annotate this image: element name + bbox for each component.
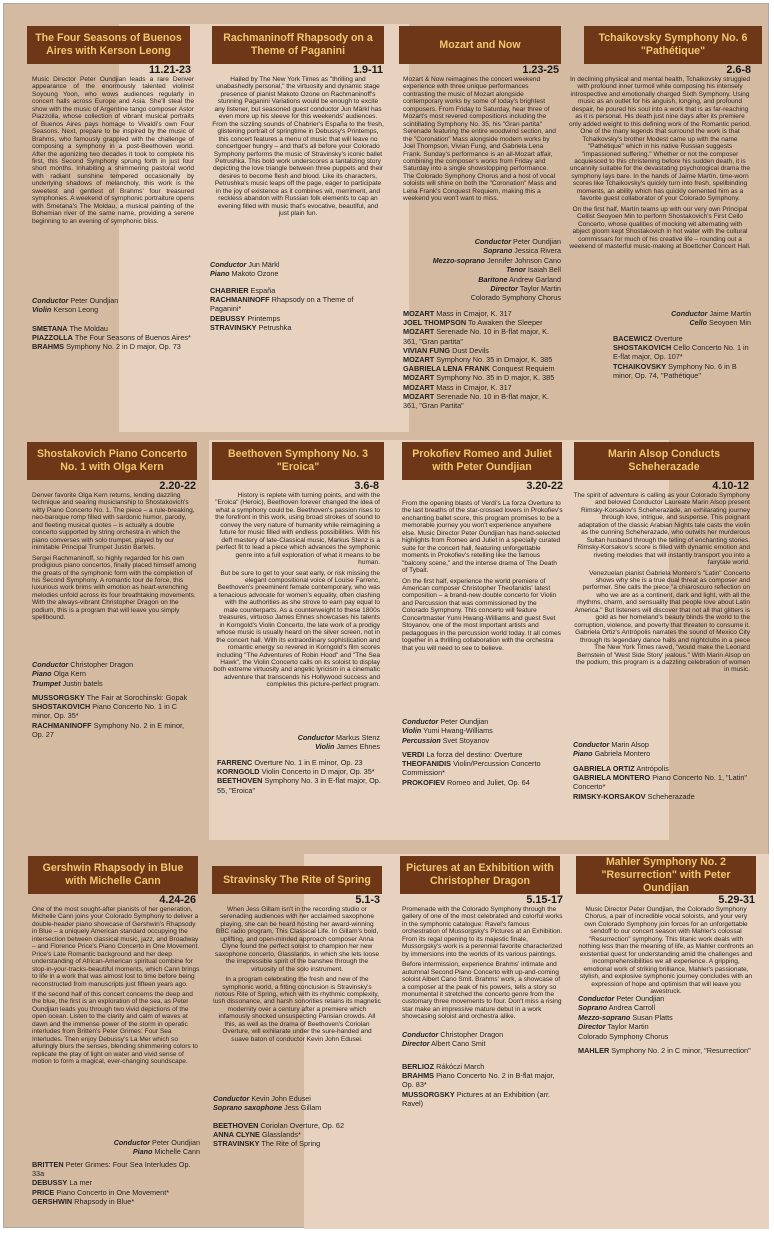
program-item: PROKOFIEV Romeo and Juliet, Op. 64 xyxy=(402,777,530,787)
performer-credits xyxy=(213,1094,383,1113)
concert-title: Stravinsky The Rite of Spring xyxy=(212,866,382,894)
program-item: MAHLER Symphony No. 2 in C minor, "Resurrection" xyxy=(578,1046,751,1055)
performer-credits xyxy=(32,660,197,688)
concert-description xyxy=(32,76,194,228)
program-item: BEETHOVEN Symphony No. 3 in E-flat major, Op. 55, "Eroica" xyxy=(217,776,381,795)
concert-date: 3.20-22 xyxy=(526,480,563,492)
concert-date: 4.24-26 xyxy=(159,894,196,906)
concert-date: 11.21-23 xyxy=(148,64,191,76)
credit-line: Mezzo-soprano Susan Platts xyxy=(578,1012,673,1022)
credit-line: Soprano Jessica Rivera xyxy=(483,246,561,256)
credit-line: Conductor Peter Oundjian xyxy=(113,1138,200,1147)
concert-description xyxy=(402,906,564,1024)
program-item: BACEWICZ Overture xyxy=(613,334,683,343)
credit-line: Piano Makoto Ozone xyxy=(210,269,279,279)
concert-date: 1.23-25 xyxy=(522,64,559,76)
concert-title: Mozart and Now xyxy=(399,26,561,64)
description-paragraph: One of the most sought-after pianists of her generation, Michelle Cann joins your Colorado Symphony to deliver a double-header piano showcase of Gershwin's Rhapsody in Blue – a uniquely American standard occupying the intersection between classical music, jazz, and Broadway – and Florence Price's Piano Concerto in One Movement. Price's Late Romantic background and her deep understanding of African-American spiritual combine for stop-in-your-tracks-beautiful moments, which Cann brings to life in a work that was almost lost to time before being reconstructed from manuscripts just fifteen years ago. xyxy=(32,906,200,988)
performer-credits xyxy=(573,740,750,759)
concert-date: 4.10-12 xyxy=(712,480,749,492)
program-item: SMETANA The Moldau xyxy=(32,324,108,333)
program-item: RACHMANINOFF Symphony No. 2 in E minor, Op. 27 xyxy=(32,720,185,739)
program-item: TCHAIKOVSKY Symphony No. 6 in B minor, Op. 74, "Pathétique" xyxy=(613,361,737,380)
performer-credits xyxy=(213,733,380,752)
credit-line: Conductor Peter Oundjian xyxy=(474,237,561,246)
description-paragraph: If the second half of this concert concerns the deep and the blue, the first is an exploration of the sea, as Peter Oundjian leads you through two vivid depictions of the open ocean. Listen to the clarity and calm of waves at dawn and the immense power of the storm in operatic interludes from Britten's Peter Grimes: Four Sea Interludes. Then enjoy Debussy's La Mer which so alluringly blurs the senses, blending shimmering colors to replicate the play of light on water and vivid sense of motion to form a magical, ever-changing soundscape. xyxy=(32,990,198,1066)
program-item: GABRIELA ORTIZ Antrópolis xyxy=(573,764,669,773)
program-item: RIMSKY-KORSAKOV Scheherazade xyxy=(573,791,695,801)
description-paragraph: On the first half, Martín teams up with our very own Principal Cellist Seoyoen Min to perform Shostakovich's First Cello Concerto, whose qualities of mocking wit alternating with abject gloom kept Shostakovich in hot water with the cultural commissars for much of his creative life – rounding out a weekend of masterful music-making at Boettcher Concert Hall. xyxy=(569,205,751,250)
season-brochure-page xyxy=(3,3,769,1228)
credit-line: Percussion Svet Stoyanov xyxy=(402,735,490,745)
credit-line: Trumpet Justin batels xyxy=(32,678,103,688)
program-list xyxy=(402,750,564,787)
credit-line: Conductor Kevin John Edusei xyxy=(213,1094,311,1103)
credit-line: Piano Michelle Cann xyxy=(132,1147,200,1157)
description-paragraph: Before intermission, experience Brahms' intimate and autumnal Second Piano Concerto with up-and-coming soloist Albert Cano Smit. Brahms' work, a showcase of a composer at the peak of his powers, tells a story so monumental it stretched the concerto genre from the customary three movements to four. Don't miss a rising star make an impressive mature debut in a work showcasing soloist and orchestra alike. xyxy=(402,961,562,1021)
program-item: MOZART Mass in Cmajor, K. 317 xyxy=(403,382,512,392)
credit-line: Conductor Jaime Martín xyxy=(671,309,751,318)
description-paragraph: Mozart & Now reimagines the concert weekend experience with three unique performances contrasting the music of Mozart alongside contemporary works by some of today's brightest composers. From Friday to Saturday, hear three of Mozart's most revered compositions including the scintillating Symphony No. 35, his "Gran partita" Serenade featuring the entire woodwind section, and the "Coronation" Mass alongside modern works by Joel Thompson, Vivian Fung, and Gabriela Lena Frank. Sunday's performance is an all-Mozart affair, combining the composer's works from Friday and Saturday into a single showstopping performance. The Colorado Symphony Chorus and a host of vocal soloists will shine on both the "Coronation" Mass and Lena Frank's Conquest Requiem, making this a weekend you won't want to miss. xyxy=(403,76,557,203)
program-list xyxy=(578,1046,754,1055)
program-item: CHABRIER España xyxy=(210,286,276,295)
concert-title: Rachmaninoff Rhapsody on a Theme of Paganini xyxy=(212,26,384,64)
description-paragraph: Music Director Peter Oundjian leads a rare Denver appearance of the enormously talented violinist Soyoung Yoon, who wows audiences regularly in concert halls across Europe and Asia. She'll steal the show with the music of Argentine tango composer Astor Piazzolla, whose collection of vibrant musical portraits of Buenos Aires pays homage to Vivaldi's own Four Seasons. Next, prepare to be inspired by the music of Brahms, who famously grappled with the challenge of composing a symphony in a post-Beethoven world. After the agonizing two decades it took to complete his first, this Second Symphony sprung forth in just four short months. Inhabiting a shimmering pastoral world with radiant sunshine tempered occasionally by underlying shadows of melancholy, this work is the sweetest and gentlest of Brahms' four treasured symphonies. A weekend of symphonic portraiture opens with Smetana's The Moldau, a musical painting of the Bohemian river of the same name, providing a serene beginning to an evening of symphonic bliss. xyxy=(32,76,194,225)
description-paragraph: When Jess Gillam isn't in the recording studio or serenading audiences with her acclaimed saxophone playing, she can be heard hosting her award-winning BBC radio program, This Classical Life. In Gillam's bold, uplifting, and open-minded approach composer Anna Clyne found the perfect soloist to champion her new saxophone concerto, Glasslands, in which she lets loose the irrepressible spirit of the banshee through the virtuosity of the solo instrument. xyxy=(214,906,380,973)
concert-description xyxy=(212,76,384,221)
credit-line: Director Taylor Martin xyxy=(578,1022,649,1032)
program-item: DEBUSSY Printemps xyxy=(210,313,281,323)
concert-panel xyxy=(397,854,569,1229)
program-item: JOEL THOMPSON To Awaken the Sleeper xyxy=(403,318,543,328)
concert-description xyxy=(32,492,197,625)
concert-date: 5.1-3 xyxy=(355,894,380,906)
credit-line: Colorado Symphony Chorus xyxy=(470,293,561,303)
concert-title: Mahler Symphony No. 2 "Resurrection" with Peter Oundjian xyxy=(576,856,756,894)
performer-credits xyxy=(32,296,194,315)
concert-title: Marin Alsop Conducts Scheherazade xyxy=(574,442,754,480)
credit-line: Violin Kerson Leong xyxy=(32,305,99,315)
concert-date: 1.9-11 xyxy=(352,64,383,76)
credit-line: Soprano Andrea Carroll xyxy=(578,1003,656,1013)
program-item: SHOSTAKOVICH Piano Concerto No. 1 in C minor, Op. 35* xyxy=(32,702,178,721)
concert-panel xyxy=(397,24,565,432)
description-paragraph: Sergei Rachmaninoff, so highly regarded for his own prodigious piano concertos, finally placed himself among the greats of the symphonic form with the completion of his Second Symphony. A romantic tour de force, this luxurious work brims with emotion as heart-wrenching melodies unfold across its four breathtaking movements. With the always-vibrant Christopher Dragon on the podium, this is a program that will leave you simply spellbound. xyxy=(32,554,197,622)
concert-description xyxy=(402,500,564,655)
description-paragraph: The spirit of adventure is calling as your Colorado Symphony and beloved Conductor Laureate Marin Alsop present Rimsky-Korsakov's Scheherazade, an exhilarating journey through love, intrigue, and suspense. This poignant adaptation of the classic Arabian Nights tale casts the violin as the cunning Scheherazade, who outwits her murderous Sultan husband through the telling of enchanting stories. Rimsky-Korsakov's score is filled with dynamic emotion and riveting melodies that will instantly transport you into a fairytale world. xyxy=(573,492,750,567)
program-item: BRAHMS Symphony No. 2 in D major, Op. 73 xyxy=(32,342,181,352)
performer-credits xyxy=(578,994,754,1041)
program-list xyxy=(573,764,750,801)
credit-line: Conductor Christopher Dragon xyxy=(402,1030,504,1039)
description-paragraph: But be sure to get to your seat early, or risk missing the elegant compositional voice of Louise Farrenc, Beethoven's preeminent female contemporary, who was a tenacious advocate for women's equality, often clashing with the authorities as she strove to earn pay equal to male counterparts. As a counterweight to these 1800s treasures, virtuoso James Ehnes showcases his talents in Korngold's Violin Concerto, the late work of a prodigy whose music is usually heard on the silver screen, not in the concert hall. With its extraordinary sophistication and romantic energy so revered in Korngold's film scores including "The Adventures of Robin Hood" and "The Sea Hawk", the Violin Concerto calls on its soloist to display both extreme virtuosity and angelic lyricism in a cinematic adventure that transcends his Hollywood success and completes this picture-perfect program. xyxy=(213,569,380,689)
concert-panel xyxy=(569,24,765,432)
concert-description xyxy=(213,492,380,692)
description-paragraph: Hailed by The New York Times as "thrilling and unabashedly personal," the virtuosity and dynamic stage presence of pianist Makoto Ozone on Rachmaninoff's stunning Paganini Variations would be enough to excite any listener, but seasoned guest conductor Jun Märkl has even more up his sleeve for this weekends' audiences. From the sizzling sounds of Chabrier's España to the fresh, glistening portrait of springtime in Debussy's Printemps, this concert features a menu of music that will leave no concertgoer hungry – and that's all before your Colorado Symphony performs the music of Stravinsky's iconic ballet Petrushka. This bold work underscores a tantalizing story depicting the love triangle between three puppets and their desires to become flesh and blood. Like its characters, Petrushka's music leaps off the page, eager to participate in the joy of existence as it combines wit, merriment, and reckless abandon with Russian folk elements to cap an evening filled with music that's evocative, beautiful, and just plain fun. xyxy=(212,76,384,218)
program-item: MOZART Mass in Cmajor, K. 317 xyxy=(403,309,512,318)
credit-line: Soprano saxophone Jess Gillam xyxy=(213,1103,322,1113)
program-item: RACHMANINOFF Rhapsody on a Theme of Paganini* xyxy=(210,295,354,314)
concert-panel xyxy=(22,440,202,840)
credit-line: Baritone Andrew Garland xyxy=(478,274,561,284)
concert-panel xyxy=(22,854,204,1229)
description-paragraph: Promenade with the Colorado Symphony through the gallery of one of the most celebrated and colorful works in the symphonic catalogue: Ravel's famous orchestration of Mussorgsky's Pictures at an Exhibition. From its regal opening to its majestic finale, Mussorgsky's work is a perennial favorite characterized by immersions into the worlds of its various paintings. xyxy=(402,906,563,958)
concert-panel xyxy=(204,24,394,432)
program-list xyxy=(32,693,197,739)
program-item: STRAVINSKY Petrushka xyxy=(210,322,292,332)
credit-line: Violin James Ehnes xyxy=(315,742,380,752)
program-item: GABRIELA MONTERO Piano Concerto No. 1, "Latin" Concerto* xyxy=(573,773,748,792)
program-list xyxy=(217,758,382,795)
credit-line: Director Albert Cano Smit xyxy=(402,1039,486,1049)
program-list xyxy=(210,286,386,332)
credit-line: Conductor Jun Märkl xyxy=(210,260,280,269)
program-list xyxy=(213,1121,383,1149)
program-item: THEOFANIDIS Violin/Percussion Concerto Commission* xyxy=(402,759,541,778)
concert-panel xyxy=(22,24,197,432)
program-item: FARRENC Overture No. 1 in E minor, Op. 23 xyxy=(217,758,363,767)
program-item: BERLIOZ Rákóczi March xyxy=(402,1062,485,1071)
credit-line: Violin Yumi Hwang-Williams xyxy=(402,726,493,736)
credit-line: Piano Olga Kern xyxy=(32,669,86,679)
program-item: MOZART Serenade No. 10 in B-flat major, K. 361, "Gran partita" xyxy=(403,327,550,346)
program-item: MUSSORGSKY The Fair at Sorochinski: Gopak xyxy=(32,693,188,702)
concert-description xyxy=(573,492,750,677)
credit-line: Mezzo-soprano Jennifer Johnson Cano xyxy=(432,255,561,265)
program-list xyxy=(32,1160,200,1206)
credit-line: Conductor Markus Stenz xyxy=(297,733,380,742)
description-paragraph: History is replete with turning points, and with the "Eroica" (Heroic), Beethoven forever changed the idea of what a symphony could be. Beethoven's passion rises to the forefront in this work, using broad strokes of sound to convey the very nature of humanity while reimagining a future for music filled with endless possibilities. With his deft mastery of late-Classical music, Markus Stenz is a perfect fit to lead a piece which advances the symphonic genre into a full exploration of what it means to be human. xyxy=(215,492,380,567)
performer-credits xyxy=(403,237,561,303)
description-paragraph: In declining physical and mental health, Tchaikovsky struggled with profound inner turmoil while composing his intensely introspective and emotionally charged Sixth Symphony. Using music as an outlet for his anguish, longing, and profound despair, he poured his soul into a work that is as far-reaching as it is personal. His death just nine days after its premiere only added weight to this defining work of the Romantic period. One of the many legends that surround the work is that Tchaikovsky's brother Modest came up with the name "Pathétique" which in his native Russian suggests "impassioned suffering." Whether or not the composer acquiesced to this christening before his sudden death, it is uncannily suitable for the devastating psychological drama the symphony lays bare. In the hands of Jaime Martín, time-worn scores like Tchaikovsky's quickly turn into fresh, spellbinding moments, an ability which has quickly cemented him as a favorite guest collaborator of your Colorado Symphony. xyxy=(569,76,751,203)
program-list xyxy=(402,1062,564,1108)
credit-line: Conductor Peter Oundjian xyxy=(578,994,665,1003)
program-item: MOZART Symphony No. 35 in D major, K. 385 xyxy=(403,373,555,383)
credit-line: Conductor Christopher Dragon xyxy=(32,660,134,669)
performer-credits xyxy=(402,717,564,745)
description-paragraph: From the opening blasts of Verdi's La forza Overture to the last breaths of the star-crossed lovers in Prokofiev's enchanting ballet score, this program promises to be a memorable journey you won't experience anywhere else. Music Director Peter Oundjian has hand-selected highlights from Romeo and Juliet in a specially curated suite for the concert hall, featuring unforgettable moments in Prokofiev's retelling like the famous "balcony scene," and the intense drama of The Death of Tybalt. xyxy=(402,500,563,575)
concert-date: 5.15-17 xyxy=(526,894,563,906)
concert-date: 3.6-8 xyxy=(354,480,379,492)
concert-description xyxy=(213,906,381,1046)
description-paragraph: On the first half, experience the world premiere of American composer Christopher Theofanidis' latest composition – a brand-new double concerto for Violin and Percussion that was commissioned by the Colorado Symphony. This concerto will feature Concertmaster Yumi Hwang-Williams and guest Svet Stoyanov, one of the most important artists and pedagogues in the percussion world today. It all comes together in a thrilling collaboration with the orchestra that you will need to see to believe. xyxy=(402,577,561,652)
program-item: PRICE Piano Concerto in One Movement* xyxy=(32,1187,170,1197)
program-item: VIVIAN FUNG Dust Devils xyxy=(403,345,489,355)
credit-line: Conductor Marin Alsop xyxy=(573,740,649,749)
performer-credits xyxy=(402,1030,564,1049)
performer-credits xyxy=(210,260,386,279)
program-item: GABRIELA LENA FRANK Conquest Requiem xyxy=(403,364,555,374)
concert-title: Shostakovich Piano Concerto No. 1 with Olga Kern xyxy=(27,442,197,480)
concert-title: Beethoven Symphony No. 3 "Eroica" xyxy=(212,442,384,480)
concert-description xyxy=(569,76,751,253)
program-item: MOZART Symphony No. 35 in Dmajor, K. 385 xyxy=(403,355,553,365)
concert-description xyxy=(578,906,754,998)
credit-line: Conductor Peter Oundjian xyxy=(32,296,119,305)
program-item: MUSSORGSKY Pictures at an Exhibition (arr. Ravel) xyxy=(402,1089,551,1108)
performer-credits xyxy=(569,309,751,328)
concert-title: The Four Seasons of Buenos Aires with Kerson Leong xyxy=(27,26,190,64)
description-paragraph: In a program celebrating the fresh and new of the symphonic world, a fitting conclusion is Stravinsky's riotous Rite of Spring, which with its rhythmic complexity, lush dissonance, and harsh sonorities retains its magnetic modernity over a century after a premiere which infamously shocked unsuspecting Parisian crowds. All this, as well as the drama of Beethoven's Coriolan Overture, will exhilarate under the sure-handed and suave baton of conductor Kevin John Edusei. xyxy=(213,976,381,1043)
concert-panel xyxy=(574,854,767,1229)
concert-date: 5.29-31 xyxy=(718,894,755,906)
credit-line: Piano Gabriela Montero xyxy=(573,749,651,759)
concert-title: Tchaikovsky Symphony No. 6 "Pathétique" xyxy=(584,26,762,64)
credit-line: Director Taylor Martin xyxy=(490,284,561,294)
program-item: STRAVINSKY The Rite of Spring xyxy=(213,1139,321,1149)
program-item: SHOSTAKOVICH Cello Concerto No. 1 in E-flat major, Op. 107* xyxy=(613,343,749,362)
concert-date: 2.20-22 xyxy=(159,480,196,492)
concert-title: Gershwin Rhapsody in Blue with Michelle Cann xyxy=(28,856,198,894)
concert-panel xyxy=(209,854,394,1229)
credit-line: Tenor Isaiah Bell xyxy=(506,265,561,275)
program-item: GERSHWIN Rhapsody in Blue* xyxy=(32,1196,135,1206)
performer-credits xyxy=(32,1138,200,1157)
program-item: BRAHMS Piano Concerto No. 2 in B-flat major, Op. 83* xyxy=(402,1071,555,1090)
program-item: KORNGOLD Violin Concerto in D major, Op. 35* xyxy=(217,767,375,777)
credit-line: Cello Seoyoen Min xyxy=(689,318,751,328)
description-paragraph: Music Director Peter Oundjian, the Colorado Symphony Chorus, a pair of incredible vocal soloists, and your very own Colorado Symphony join forces for an unforgettable sendoff to our concert season with Mahler's colossal "Resurrection" symphony. This titanic work deals with nothing less than the meaning of life, as Mahler confronts an existential quest for understanding amid the challenges and incomprehensibilities we all experience. A gripping, emotional work of striking brilliance, Mahler's passionate, stylish, and explosive symphonic journey concludes with an expression of hope and optimism that will leave you awestruck. xyxy=(578,906,754,995)
concert-description xyxy=(403,76,561,206)
program-item: ANNA CLYNE Glasslands* xyxy=(213,1130,301,1140)
credit-line: Colorado Symphony Chorus xyxy=(578,1031,669,1041)
program-item: BEETHOVEN Coriolan Overture, Op. 62 xyxy=(213,1121,345,1130)
concert-panel xyxy=(572,440,767,840)
concert-date: 2.6-8 xyxy=(726,64,751,76)
concert-title: Prokofiev Romeo and Juliet with Peter Oundjian xyxy=(402,442,562,480)
credit-line: Conductor Peter Oundjian xyxy=(402,717,489,726)
program-item: VERDI La forza del destino: Overture xyxy=(402,750,523,759)
program-item: BRITTEN Peter Grimes: Four Sea Interludes Op. 33a xyxy=(32,1160,191,1179)
program-item: MOZART Serenade No. 10 in B-flat major, K. 361, "Gran Partita" xyxy=(403,391,550,411)
program-item: DEBUSSY La mer xyxy=(32,1178,93,1188)
program-list xyxy=(32,324,194,352)
concert-panel xyxy=(397,440,569,840)
concert-title: Pictures at an Exhibition with Christopher Dragon xyxy=(400,856,560,894)
concert-panel xyxy=(209,440,394,840)
program-list xyxy=(613,334,753,380)
program-item: PIAZZOLLA The Four Seasons of Buenos Aires* xyxy=(32,333,191,343)
description-paragraph: Venezuelan pianist Gabriela Montero's "Latin" Concerto shows why she is a true dual threat as composer and performer. She calls the piece "a chiaroscuro reflection on who we are as a continent, dark and light, with all the rhythms, charm, and sensuality that people love about Latin America." But listeners will discover that not all that glitters is gold as her homeland's beauty blinds the world to the corruption, violence, and poverty that threaten to consume it. Gabriela Ortiz's Antrópolis narrates the sound of Mexico City through its legendary dance halls and nightclubs in a piece The New York Times raved, "would make the Leonard Bernstein of 'West Side Story' jealous." With Marin Alsop on the podium, this program is a dazzling celebration of women in music. xyxy=(574,569,750,674)
program-list xyxy=(403,309,563,410)
description-paragraph: Denver favorite Olga Kern returns, lending dazzling technique and searing musicianship to Shostakovich's witty Piano Concerto No. 1. The piece – a rule-breaking, neo-baroque romp filled with sardonic humor, parody, and fleeting musical quotes – is actually a double concerto supported by string orchestra in which the piano converses with solo trumpet, played by our inimitable Principal Trumpet Justin Bartels. xyxy=(32,492,195,552)
concert-description xyxy=(32,906,200,1069)
